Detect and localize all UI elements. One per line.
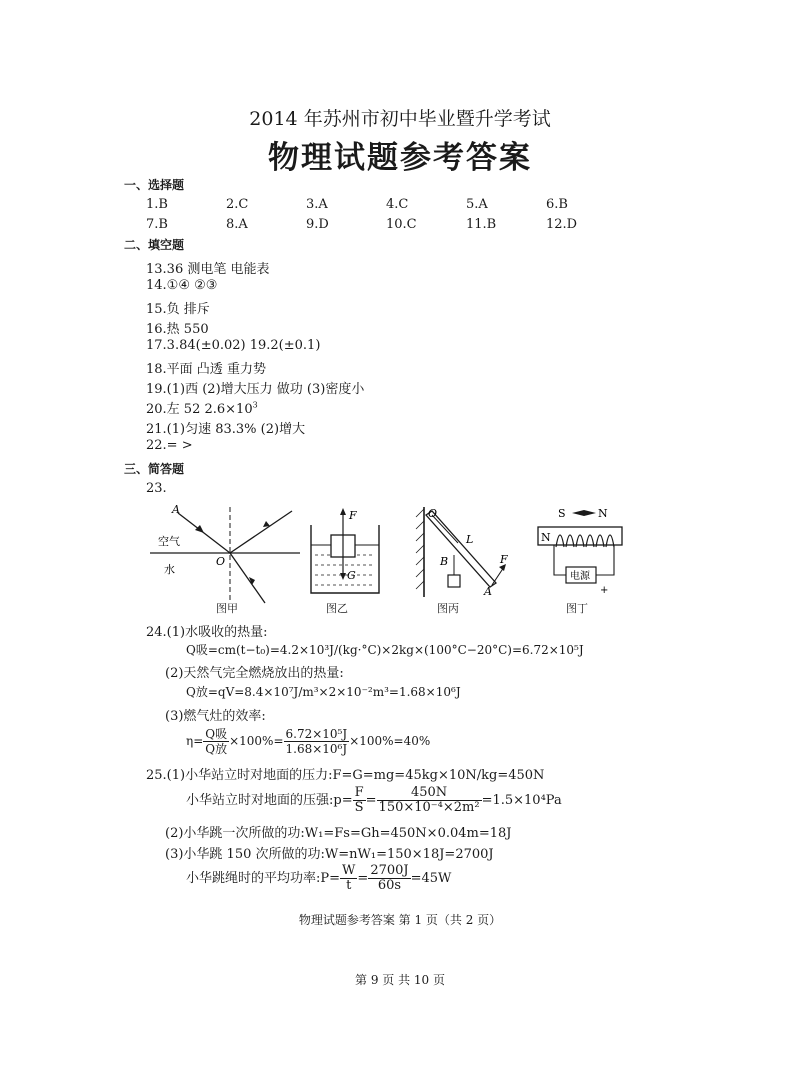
figure-buoyancy <box>305 505 385 600</box>
value-denominator: 1.68×10⁶J <box>285 742 348 756</box>
ratio-numerator: Q吸 <box>205 727 228 741</box>
fig3-caption: 图丙 <box>437 602 459 615</box>
force-f-line <box>492 567 504 585</box>
figure-electromagnet <box>530 505 630 600</box>
q25-part1b <box>186 786 562 815</box>
wire-right <box>596 545 614 575</box>
fill-answer-14: 14.①④ ②③ <box>146 278 218 293</box>
eq-mid: ×100%= <box>229 734 284 748</box>
eq-end: ×100%=40% <box>349 734 431 748</box>
choice-answer: 7.B <box>146 217 168 232</box>
pressure-eq: = <box>365 793 377 808</box>
fig4-label-power: 电源 <box>570 571 590 582</box>
incident-arrow <box>195 525 204 533</box>
choice-answer: 9.D <box>306 217 329 232</box>
fig4-label-s: S <box>558 507 566 520</box>
fig4-label-n-core: N <box>541 531 551 544</box>
fig2-label-f: F <box>349 509 357 522</box>
pressure-prefix: 小华站立时对地面的压强:p= <box>186 793 353 808</box>
pressure-value-fraction <box>377 786 482 815</box>
figure-lever <box>410 505 510 600</box>
fig4-label-n-top: N <box>598 507 608 520</box>
fig1-label-o: O <box>216 555 226 568</box>
value-numerator: 6.72×10⁵J <box>285 727 348 741</box>
section-heading-choice: 一、选择题 <box>124 178 185 192</box>
fill-answer-16: 16.热 550 <box>146 322 209 337</box>
compass-needle <box>572 510 596 516</box>
choice-answer: 1.B <box>146 197 168 212</box>
wall-hatching <box>416 509 424 589</box>
q25-part2: (2)小华跳一次所做的功:W₁=Fs=Gh=450N×0.04m=18J <box>165 826 512 841</box>
fill-answer-22: 22.= > <box>146 438 193 453</box>
fill-answer-20-exponent: 3 <box>252 400 258 410</box>
fig1-caption: 图甲 <box>216 602 238 615</box>
fs-numerator: F <box>354 785 364 800</box>
page-title: 物理试题参考答案 <box>268 140 532 176</box>
eta-symbol: η= <box>186 734 204 748</box>
fill-answer-20 <box>146 398 258 417</box>
section-heading-short: 三、简答题 <box>124 462 185 476</box>
value-fraction <box>284 727 350 756</box>
choice-answer: 12.D <box>546 217 578 232</box>
force-f-arrow <box>340 508 346 515</box>
fill-answer-18: 18.平面 凸透 重力势 <box>146 362 266 377</box>
power-fraction-wt <box>340 864 357 893</box>
q25-part3: (3)小华跳 150 次所做的功:W=nW₁=150×18J=2700J <box>165 847 494 862</box>
q24-part2-equation: Q放=qV=8.4×10⁷J/m³×2×10⁻²m³=1.68×10⁶J <box>186 685 461 699</box>
pw-denominator: 60s <box>377 878 402 893</box>
power-result: =45W <box>410 871 452 886</box>
force-g-arrow <box>340 573 346 580</box>
q24-part1-label: 24.(1)水吸收的热量: <box>146 625 268 640</box>
fig3-label-l: L <box>466 533 474 546</box>
q24-part2-label: (2)天然气完全燃烧放出的热量: <box>165 666 344 681</box>
fig1-label-water: 水 <box>164 563 175 576</box>
q24-part1-equation: Q吸=cm(t−t₀)=4.2×10³J/(kg·°C)×2kg×(100°C−20°C)=6.72×10⁵J <box>186 643 584 657</box>
ratio-denominator: Q放 <box>205 742 228 756</box>
reflected-ray <box>230 511 292 553</box>
power-eq: = <box>357 871 369 886</box>
fs-denominator: S <box>354 800 364 815</box>
fig3-label-a: A <box>484 585 492 598</box>
power-prefix: 小华跳绳时的平均功率:P= <box>186 871 341 886</box>
fill-answer-21: 21.(1)匀速 83.3% (2)增大 <box>146 422 306 437</box>
wire-left <box>554 545 566 575</box>
fill-answer-19: 19.(1)西 (2)增大压力 做功 (3)密度小 <box>146 382 365 397</box>
lever-bar <box>426 511 496 587</box>
fig2-caption: 图乙 <box>326 602 348 615</box>
q25-part3b <box>186 864 451 893</box>
outer-page-footer: 第 9 页 共 10 页 <box>355 973 445 987</box>
hanging-weight <box>448 575 460 587</box>
pressure-fraction-fs <box>353 786 366 815</box>
refracted-ray <box>230 553 265 603</box>
section-heading-fill: 二、填空题 <box>124 238 185 252</box>
reflected-arrow <box>263 521 270 527</box>
fill-answer-15: 15.负 排斥 <box>146 302 210 317</box>
choice-answer: 4.C <box>386 197 409 212</box>
pv-numerator: 450N <box>377 786 482 801</box>
q25-part1: 25.(1)小华站立时对地面的压力:F=G=mg=45kg×10N/kg=450N <box>146 768 545 783</box>
inner-page-footer: 物理试题参考答案 第 1 页（共 2 页） <box>298 913 502 927</box>
water-hatching <box>315 555 375 585</box>
fill-answer-17: 17.3.84(±0.02) 19.2(±0.1) <box>146 338 321 353</box>
choice-answer: 6.B <box>546 197 568 212</box>
fig3-label-o: O <box>428 507 438 520</box>
fig4-label-plus: + <box>600 585 609 596</box>
fig2-label-g: G <box>347 569 356 582</box>
wt-denominator: t <box>346 878 352 893</box>
choice-answer: 11.B <box>466 217 497 232</box>
q24-part3-equation <box>186 727 430 756</box>
fill-answer-13: 13.36 测电笔 电能表 <box>146 262 270 277</box>
question-23-number: 23. <box>146 481 167 496</box>
pw-numerator: 2700J <box>370 863 409 878</box>
choice-answer: 10.C <box>386 217 417 232</box>
figure-refraction <box>150 505 300 605</box>
power-value-fraction <box>368 864 410 893</box>
q24-part3-label: (3)燃气灶的效率: <box>165 709 266 724</box>
choice-answer: 5.A <box>466 197 488 212</box>
fig3-label-f: F <box>500 553 508 566</box>
fig1-label-a: A <box>172 505 180 516</box>
pv-denominator: 150×10⁻⁴×2m² <box>378 800 480 815</box>
choice-answer: 2.C <box>226 197 249 212</box>
fig1-label-air: 空气 <box>158 535 180 548</box>
ratio-q-fraction <box>203 727 229 756</box>
choice-answer: 3.A <box>306 197 328 212</box>
choice-answer: 8.A <box>226 217 248 232</box>
pressure-result: =1.5×10⁴Pa <box>481 793 562 808</box>
fig3-label-b: B <box>440 555 449 568</box>
wt-numerator: W <box>342 863 356 878</box>
exam-subtitle: 2014 年苏州市初中毕业暨升学考试 <box>249 108 551 130</box>
fill-answer-20-text: 20.左 52 2.6×10 <box>146 402 253 417</box>
fig4-caption: 图丁 <box>566 602 588 615</box>
